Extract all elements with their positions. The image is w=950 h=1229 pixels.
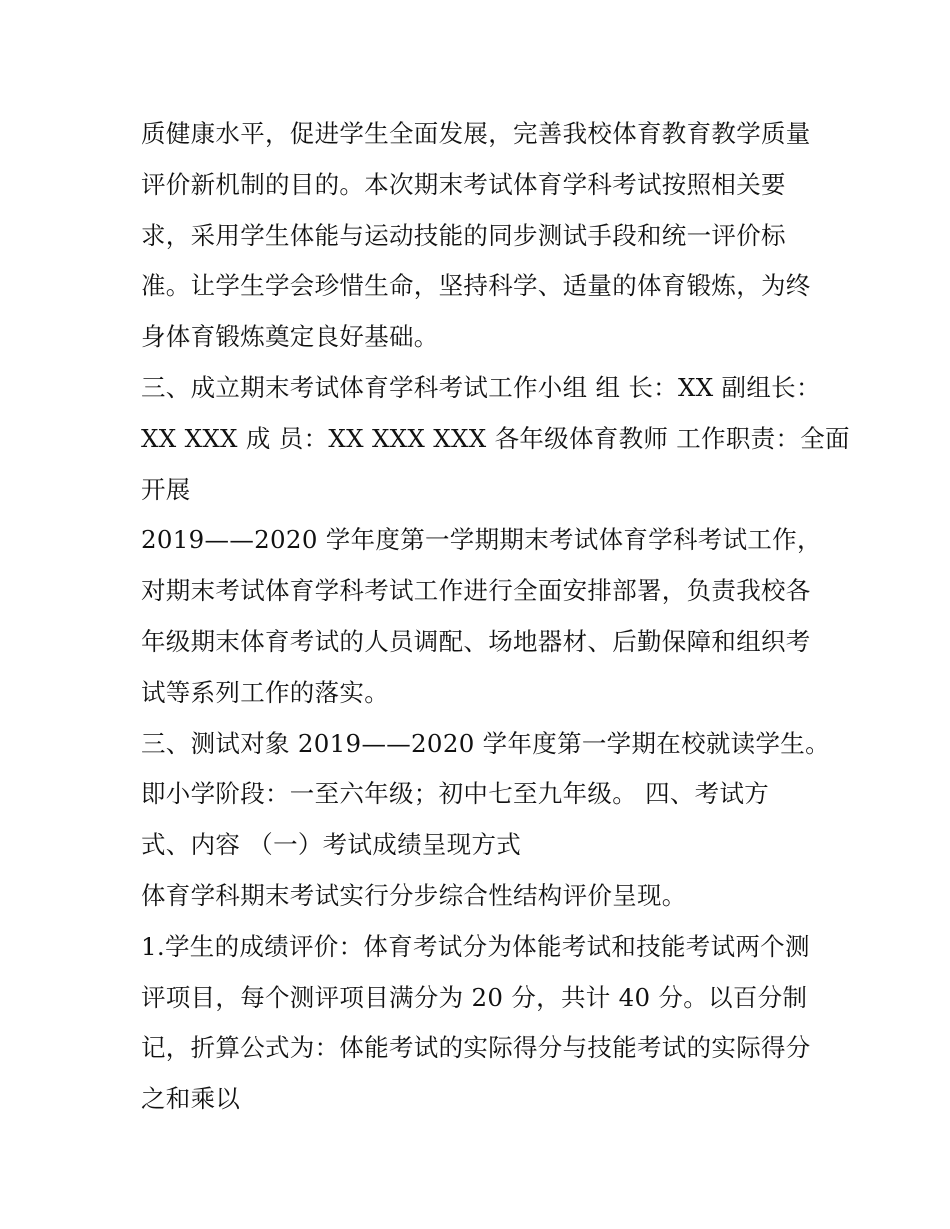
text-line: 年级期末体育考试的人员调配、场地器材、后勤保障和组织考	[141, 626, 811, 656]
section-heading-line: 三、成立期末考试体育学科考试工作小组 组 长：XX 副组长：	[141, 372, 821, 402]
text-line: 记，折算公式为：体能考试的实际得分与技能考试的实际得分	[141, 1033, 811, 1063]
text-line: 2019——2020 学年度第一学期期末考试体育学科考试工作，	[141, 525, 822, 555]
list-item-line: 1.学生的成绩评价：体育考试分为体能考试和技能考试两个测	[141, 931, 810, 961]
text-line: 对期末考试体育学科考试工作进行全面安排部署，负责我校各	[141, 576, 811, 606]
section-heading-line: 三、测试对象 2019——2020 学年度第一学期在校就读学生。	[141, 728, 830, 758]
text-line: 即小学阶段：一至六年级；初中七至九年级。 四、考试方	[141, 779, 770, 809]
text-line: 质健康水平，促进学生全面发展，完善我校体育教育教学质量	[141, 119, 811, 148]
text-line: 体育学科期末考试实行分步综合性结构评价呈现。	[141, 880, 687, 910]
text-line: 准。让学生学会珍惜生命，坚持科学、适量的体育锻炼，为终	[141, 271, 811, 301]
text-line: 试等系列工作的落实。	[141, 677, 389, 707]
text-line: 评项目，每个测评项目满分为 20 分，共计 40 分。以百分制	[141, 982, 808, 1012]
text-line: 开展	[141, 474, 191, 504]
text-line: XX XXX 成 员：XX XXX XXX 各年级体育教师 工作职责：全面	[141, 423, 850, 453]
text-line: 评价新机制的目的。本次期末考试体育学科考试按照相关要	[141, 169, 786, 199]
text-line: 之和乘以	[141, 1084, 241, 1114]
text-line: 式、内容 （一）考试成绩呈现方式	[141, 830, 522, 860]
text-line: 身体育锻炼奠定良好基础。	[141, 322, 439, 352]
text-line: 求，采用学生体能与运动技能的同步测试手段和统一评价标	[141, 220, 786, 250]
document-body	[141, 109, 850, 1125]
